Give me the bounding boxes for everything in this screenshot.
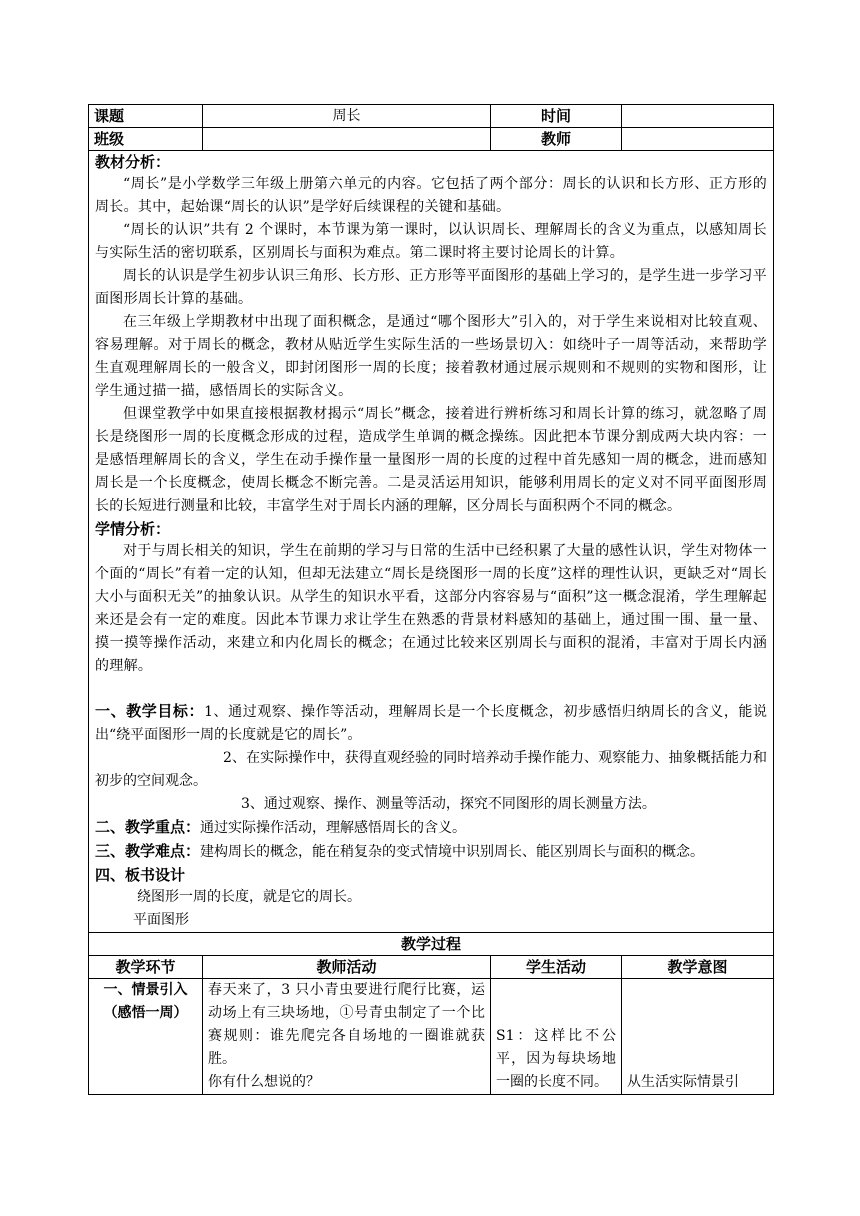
student-activity-text: S1：这样比不公平，因为每块场地一圈的长度不同。 [496,1028,616,1090]
objective-item-1: 1、通过观察、操作等活动，理解周长是一个长度概念，初步感悟归纳周长的含义，能说出“绕平面图形一周的长度就是它的周长”。 [95,704,767,743]
process-column-header-row [89,956,774,979]
spacer [95,678,767,700]
time-label: 时间 [491,105,622,128]
header-row-topic [89,105,774,128]
student-analysis-heading: 学情分析： [95,520,171,538]
key-point-text: 通过实际操作活动，理解感悟周长的含义。 [200,820,467,836]
difficulty-line [95,840,767,864]
material-paragraph-2: “周长的认识”共有 2 个课时，本节课为第一课时，以认识周长、理解周长的含义为重点，以感知周长与实际生活的密切联系，区别周长与面积为难点。第二课时将主要讨论周长的计算。 [95,222,767,261]
material-paragraph-4: 在三年级上学期教材中出现了面积概念，是通过“哪个图形大”引入的，对于学生来说相对比较直观、容易理解。对于周长的概念，教材从贴近学生实际生活的一些场景切入：如绕叶子一周等活动，来帮助学生直观理解周长的一般含义，即封闭图形一周的长度；接着教材通过展示规则和不规则的实物和图形，让学生通过描一描，感悟周长的实际含义。 [95,314,767,399]
time-value [622,105,774,128]
col-stage-header: 教学环节 [89,956,203,979]
board-line-2: 平面图形 [133,912,189,928]
objective-item-3: 3、通过观察、操作、测量等活动，探究不同图形的周长测量方法。 [241,796,656,812]
objectives-heading: 一、教学目标： [95,702,205,720]
process-title-row [89,933,774,956]
header-row-class [89,128,774,151]
objective-item-2: 2、在实际操作中，获得直观经验的同时培养动手操作能力、观察能力、抽象概括能力和初步的空间观念。 [95,750,767,789]
board-line-1: 绕图形一周的长度，就是它的周长。 [137,889,361,905]
topic-label: 课题 [89,105,203,128]
material-paragraph-5: 但课堂教学中如果直接根据教材揭示“周长”概念，接着进行辨析练习和周长计算的练习，就忽略了周长是绕图形一周的长度概念形成的过程，造成学生单调的概念操练。因此把本节课分割成两大块内容：一是感悟理解周长的含义，学生在动手操作量一量图形一周的长度的过程中首先感知一周的概念，进而感知周长是一个长度概念，使周长概念不断完善。二是灵活运用知识，能够利用周长的定义对不同平面图形周长的长短进行测量和比较，丰富学生对于周长内涵的理解，区分周长与面积两个不同的概念。 [95,406,767,514]
teacher-activity-question: 你有什么想说的？ [208,1074,320,1090]
teacher-label: 教师 [491,128,622,151]
difficulty-heading: 三、教学难点： [95,842,201,860]
stage-cell [89,979,203,1095]
key-point-heading: 二、教学重点： [95,818,201,836]
material-analysis-heading: 教材分析： [95,153,171,171]
col-teacher-header: 教师活动 [203,956,491,979]
teacher-activity-text: 春天来了，3 只小青虫要进行爬行比赛，运动场上有三块场地，①号青虫制定了一个比赛规则：谁先爬完各自场地的一圈谁就获胜。 [208,982,485,1067]
content-cell [89,151,774,933]
difficulty-text: 建构周长的概念，能在稍复杂的变式情境中识别周长、能区别周长与面积的概念。 [200,844,705,860]
lesson-plan-page [88,104,773,1095]
col-intent-header: 教学意图 [622,956,774,979]
material-paragraph-3: 周长的认识是学生初步认识三角形、长方形、正方形等平面图形的基础上学习的，是学生进一步学习平面图形周长计算的基础。 [95,268,767,307]
process-row-1 [89,979,774,1095]
class-value [203,128,491,151]
process-title: 教学过程 [89,933,774,956]
student-analysis-paragraph: 对于与周长相关的知识，学生在前期的学习与日常的生活中已经积累了大量的感性认识，学生对物体一个面的“周长”有着一定的认知，但却无法建立“周长是绕图形一周的长度”这样的理性认识，更缺乏对“周长大小与面积无关”的抽象认识。从学生的知识水平看，这部分内容容易与“面积”这一概念混淆，学生理解起来还是会有一定的难度。因此本节课力求让学生在熟悉的背景材料感知的基础上，通过围一围、量一量、摸一摸等操作活动，来建立和内化周长的概念；在通过比较来区别周长与面积的混淆，丰富对于周长内涵的理解。 [95,543,767,674]
board-heading: 四、板书设计 [95,866,186,884]
material-paragraph-1: “周长”是小学数学三年级上册第六单元的内容。它包括了两个部分：周长的认识和长方形、正方形的周长。其中，起始课“周长的认识”是学好后续课程的关键和基础。 [95,176,767,215]
intent-cell [622,979,774,1095]
stage-line-2: （感悟一周） [103,1005,188,1021]
teacher-value [622,128,774,151]
col-student-header: 学生活动 [491,956,622,979]
content-row [89,151,774,933]
stage-line-1: 一、情景引入 [103,982,188,998]
key-point-line [95,816,767,840]
class-label: 班级 [89,128,203,151]
topic-value: 周长 [203,105,491,128]
student-activity-cell [491,979,622,1095]
lesson-plan-table [88,104,774,1095]
teacher-activity-cell [203,979,491,1095]
objective-line-1 [95,700,767,747]
intent-text: 从生活实际情景引 [627,1074,739,1090]
